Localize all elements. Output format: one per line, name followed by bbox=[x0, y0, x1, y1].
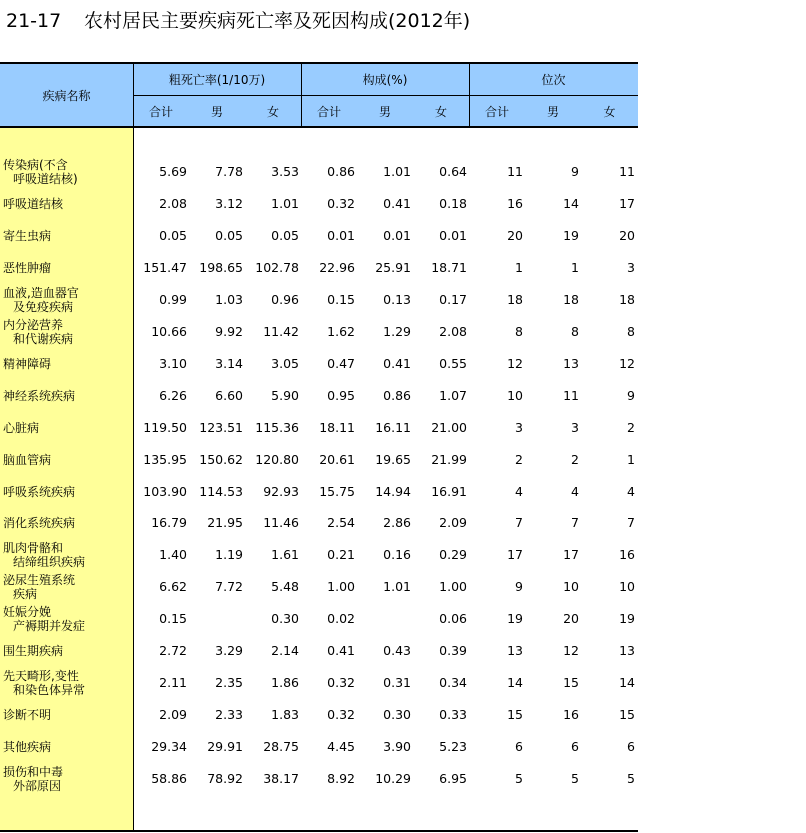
value-cell: 5 bbox=[515, 771, 523, 787]
value-cell: 14 bbox=[563, 195, 579, 211]
value-cell: 20 bbox=[563, 611, 579, 627]
value-cell: 0.32 bbox=[327, 675, 355, 691]
disease-name-cell bbox=[3, 731, 133, 763]
value-cell: 10.66 bbox=[151, 323, 187, 339]
subheader-cell: 男 bbox=[378, 104, 391, 119]
value-cell: 18 bbox=[563, 291, 579, 307]
value-cell: 7 bbox=[627, 515, 635, 531]
header-group-rank: 位次 bbox=[541, 73, 566, 87]
disease-name-line: 脑血管病 bbox=[3, 452, 52, 467]
disease-name-line: 寄生虫病 bbox=[3, 228, 52, 243]
table-row bbox=[0, 476, 638, 508]
value-cell: 0.29 bbox=[439, 547, 467, 563]
value-cell: 17 bbox=[563, 547, 579, 563]
value-cell: 3.10 bbox=[159, 355, 187, 371]
disease-name-cell bbox=[3, 188, 133, 220]
value-cell: 1.29 bbox=[383, 323, 411, 339]
value-cell: 4 bbox=[515, 483, 523, 499]
value-cell: 2.08 bbox=[159, 195, 187, 211]
value-cell: 0.18 bbox=[439, 195, 467, 211]
disease-name-cell bbox=[3, 571, 133, 603]
value-cell: 11 bbox=[563, 387, 579, 403]
value-cell: 0.15 bbox=[159, 611, 187, 627]
table-row bbox=[0, 444, 638, 476]
value-cell: 0.17 bbox=[439, 291, 467, 307]
table-bottom-border bbox=[0, 830, 638, 832]
value-cell: 16.91 bbox=[431, 483, 467, 499]
value-cell: 2.72 bbox=[159, 643, 187, 659]
value-cell: 3.90 bbox=[383, 739, 411, 755]
value-cell: 92.93 bbox=[263, 483, 299, 499]
value-cell: 8 bbox=[571, 323, 579, 339]
value-cell: 0.31 bbox=[383, 675, 411, 691]
value-cell: 9.92 bbox=[215, 323, 243, 339]
value-cell: 8.92 bbox=[327, 771, 355, 787]
value-cell: 10 bbox=[507, 387, 523, 403]
value-cell: 6.62 bbox=[159, 579, 187, 595]
value-cell: 0.41 bbox=[327, 643, 355, 659]
value-cell: 7.78 bbox=[215, 164, 243, 179]
value-cell: 0.30 bbox=[383, 707, 411, 723]
disease-name-line: 疾病 bbox=[13, 587, 38, 602]
table-row bbox=[0, 763, 638, 795]
value-cell: 10.29 bbox=[375, 771, 411, 787]
value-cell: 6 bbox=[571, 739, 579, 755]
value-cell: 0.01 bbox=[439, 227, 467, 243]
value-cell: 10 bbox=[563, 579, 579, 595]
table-row bbox=[0, 507, 638, 539]
table-row bbox=[0, 188, 638, 220]
value-cell: 1.00 bbox=[439, 579, 467, 595]
disease-name-line: 诊断不明 bbox=[3, 708, 52, 723]
value-cell: 14 bbox=[619, 675, 635, 691]
value-cell: 19 bbox=[563, 227, 579, 243]
value-cell: 21.95 bbox=[207, 515, 243, 531]
value-cell: 1.62 bbox=[327, 323, 355, 339]
value-cell: 14 bbox=[507, 675, 523, 691]
disease-name-line: 呼吸系统疾病 bbox=[3, 484, 76, 499]
value-cell: 1 bbox=[571, 259, 579, 275]
subheader-cell: 女 bbox=[434, 104, 447, 119]
table-row bbox=[0, 635, 638, 667]
value-cell: 11.42 bbox=[263, 323, 299, 339]
value-cell: 0.15 bbox=[327, 291, 355, 307]
disease-name-cell bbox=[3, 284, 133, 316]
value-cell: 20 bbox=[507, 227, 523, 243]
value-cell: 38.17 bbox=[263, 771, 299, 787]
value-cell: 21.99 bbox=[431, 451, 467, 467]
value-cell: 58.86 bbox=[151, 771, 187, 787]
value-cell: 0.32 bbox=[327, 707, 355, 723]
disease-name-line: 消化系统疾病 bbox=[3, 516, 76, 531]
value-cell: 16.79 bbox=[151, 515, 187, 531]
value-cell: 0.95 bbox=[327, 387, 355, 403]
value-cell: 2.09 bbox=[439, 515, 467, 531]
value-cell: 119.50 bbox=[143, 419, 187, 435]
disease-name-cell bbox=[3, 316, 133, 348]
value-cell bbox=[355, 603, 411, 635]
value-cell: 19.65 bbox=[375, 451, 411, 467]
value-cell: 0.13 bbox=[383, 291, 411, 307]
table-row bbox=[0, 380, 638, 412]
value-cell: 0.39 bbox=[439, 643, 467, 659]
value-cell: 21.00 bbox=[431, 419, 467, 435]
column-divider bbox=[469, 62, 470, 128]
value-cell: 29.91 bbox=[207, 739, 243, 755]
value-cell: 2.11 bbox=[159, 675, 187, 691]
value-cell: 2.86 bbox=[383, 515, 411, 531]
value-cell: 14.94 bbox=[375, 483, 411, 499]
value-cell: 6 bbox=[627, 739, 635, 755]
value-cell: 0.34 bbox=[439, 675, 467, 691]
table-row bbox=[0, 731, 638, 763]
value-cell: 18 bbox=[507, 291, 523, 307]
table-row bbox=[0, 603, 638, 635]
value-cell: 0.96 bbox=[271, 291, 299, 307]
value-cell: 18 bbox=[619, 291, 635, 307]
value-cell: 123.51 bbox=[199, 419, 243, 435]
value-cell: 20 bbox=[619, 227, 635, 243]
value-cell: 5.69 bbox=[159, 164, 187, 179]
value-cell: 1.01 bbox=[383, 579, 411, 595]
value-cell: 6 bbox=[515, 739, 523, 755]
disease-name-line: 和染色体异常 bbox=[13, 683, 86, 698]
value-cell: 16 bbox=[619, 547, 635, 563]
value-cell: 15 bbox=[563, 675, 579, 691]
value-cell: 3.53 bbox=[271, 164, 299, 179]
value-cell: 19 bbox=[507, 611, 523, 627]
disease-name-cell bbox=[3, 507, 133, 539]
value-cell: 16.11 bbox=[375, 419, 411, 435]
disease-name-line: 外部原因 bbox=[13, 779, 62, 794]
value-cell: 9 bbox=[515, 579, 523, 595]
disease-name-cell bbox=[3, 444, 133, 476]
value-cell: 0.86 bbox=[327, 164, 355, 179]
subheader-cell: 合计 bbox=[484, 104, 509, 119]
value-cell: 0.33 bbox=[439, 707, 467, 723]
value-cell: 135.95 bbox=[143, 451, 187, 467]
value-cell: 0.99 bbox=[159, 291, 187, 307]
subheader-cell: 女 bbox=[603, 104, 616, 119]
table-row bbox=[0, 699, 638, 731]
value-cell: 3 bbox=[571, 419, 579, 435]
value-cell: 13 bbox=[507, 643, 523, 659]
value-cell: 4.45 bbox=[327, 739, 355, 755]
page-title bbox=[6, 6, 470, 33]
value-cell: 0.01 bbox=[327, 227, 355, 243]
value-cell: 8 bbox=[627, 323, 635, 339]
value-cell: 0.30 bbox=[271, 611, 299, 627]
value-cell: 5 bbox=[627, 771, 635, 787]
disease-name-cell bbox=[3, 699, 133, 731]
value-cell: 7 bbox=[571, 515, 579, 531]
column-divider bbox=[301, 62, 302, 128]
value-cell: 1.01 bbox=[383, 164, 411, 179]
value-cell: 1.03 bbox=[215, 291, 243, 307]
disease-name-line: 神经系统疾病 bbox=[3, 388, 76, 403]
table-row bbox=[0, 539, 638, 571]
value-cell: 12 bbox=[619, 355, 635, 371]
disease-name-line: 产褥期并发症 bbox=[13, 619, 86, 634]
disease-name-line: 呼吸道结核 bbox=[3, 196, 64, 211]
value-cell: 10 bbox=[619, 579, 635, 595]
value-cell: 7.72 bbox=[215, 579, 243, 595]
value-cell: 25.91 bbox=[375, 259, 411, 275]
header-group-mortality: 粗死亡率(1/10万) bbox=[168, 73, 266, 87]
value-cell: 0.05 bbox=[271, 227, 299, 243]
value-cell: 28.75 bbox=[263, 739, 299, 755]
disease-name-cell bbox=[3, 348, 133, 380]
disease-name-line: 肌肉骨骼和 bbox=[3, 541, 64, 556]
value-cell: 102.78 bbox=[255, 259, 299, 275]
value-cell: 6.95 bbox=[439, 771, 467, 787]
disease-name-cell bbox=[3, 476, 133, 508]
disease-name-line: 先天畸形,变性 bbox=[3, 669, 79, 684]
value-cell: 9 bbox=[627, 387, 635, 403]
value-cell: 20.61 bbox=[319, 451, 355, 467]
value-cell: 0.21 bbox=[327, 547, 355, 563]
value-cell: 2 bbox=[627, 419, 635, 435]
value-cell: 103.90 bbox=[143, 483, 187, 499]
value-cell: 2.14 bbox=[271, 643, 299, 659]
subheader-cell: 合计 bbox=[316, 104, 341, 119]
value-cell: 2 bbox=[571, 451, 579, 467]
value-cell: 1.40 bbox=[159, 547, 187, 563]
value-cell: 6.60 bbox=[215, 387, 243, 403]
value-cell: 1.01 bbox=[271, 195, 299, 211]
value-cell: 9 bbox=[571, 164, 579, 179]
value-cell: 2.33 bbox=[215, 707, 243, 723]
value-cell: 29.34 bbox=[151, 739, 187, 755]
value-cell: 1 bbox=[627, 451, 635, 467]
table-row bbox=[0, 667, 638, 699]
value-cell: 2.08 bbox=[439, 323, 467, 339]
value-cell: 4 bbox=[571, 483, 579, 499]
disease-name-line: 恶性肿瘤 bbox=[3, 260, 52, 275]
value-cell: 0.16 bbox=[383, 547, 411, 563]
value-cell: 0.64 bbox=[439, 164, 467, 179]
disease-name-line: 结缔组织疾病 bbox=[13, 555, 86, 570]
value-cell: 15 bbox=[619, 707, 635, 723]
table-row bbox=[0, 220, 638, 252]
value-cell: 15.75 bbox=[319, 483, 355, 499]
disease-name-line: 内分泌营养 bbox=[3, 317, 64, 332]
value-cell: 115.36 bbox=[255, 419, 299, 435]
value-cell: 4 bbox=[627, 483, 635, 499]
subheader-cell: 男 bbox=[546, 104, 559, 119]
value-cell: 0.41 bbox=[383, 195, 411, 211]
value-cell: 11 bbox=[619, 164, 635, 179]
header-disease-name: 疾病名称 bbox=[42, 88, 91, 103]
disease-name-cell bbox=[3, 220, 133, 252]
disease-name-line: 及免疫疾病 bbox=[13, 299, 74, 314]
disease-name-cell bbox=[3, 412, 133, 444]
disease-name-line: 血液,造血器官 bbox=[3, 285, 79, 300]
value-cell: 1.61 bbox=[271, 547, 299, 563]
value-cell: 198.65 bbox=[199, 259, 243, 275]
disease-name-line: 精神障碍 bbox=[3, 356, 52, 371]
disease-name-line: 呼吸道结核) bbox=[13, 172, 78, 186]
disease-name-cell bbox=[3, 252, 133, 284]
value-cell: 13 bbox=[563, 355, 579, 371]
value-cell: 1.00 bbox=[327, 579, 355, 595]
value-cell: 0.43 bbox=[383, 643, 411, 659]
table-row bbox=[0, 571, 638, 603]
disease-name-cell bbox=[3, 156, 133, 188]
table-row bbox=[0, 348, 638, 380]
value-cell: 13 bbox=[619, 643, 635, 659]
value-cell: 3.29 bbox=[215, 643, 243, 659]
value-cell: 3 bbox=[627, 259, 635, 275]
value-cell: 2.09 bbox=[159, 707, 187, 723]
value-cell: 0.55 bbox=[439, 355, 467, 371]
disease-name-line: 损伤和中毒 bbox=[3, 765, 64, 780]
table-row bbox=[0, 156, 638, 188]
value-cell: 15 bbox=[507, 707, 523, 723]
value-cell: 11.46 bbox=[263, 515, 299, 531]
value-cell: 5 bbox=[571, 771, 579, 787]
value-cell: 78.92 bbox=[207, 771, 243, 787]
subheader-cell: 合计 bbox=[148, 104, 173, 119]
value-cell: 1 bbox=[515, 259, 523, 275]
disease-name-cell bbox=[3, 539, 133, 571]
value-cell: 0.01 bbox=[383, 227, 411, 243]
value-cell: 3.14 bbox=[215, 355, 243, 371]
disease-name-line: 和代谢疾病 bbox=[13, 331, 74, 346]
value-cell: 0.86 bbox=[383, 387, 411, 403]
value-cell: 8 bbox=[515, 323, 523, 339]
value-cell: 3 bbox=[515, 419, 523, 435]
value-cell: 1.86 bbox=[271, 675, 299, 691]
value-cell: 0.41 bbox=[383, 355, 411, 371]
disease-name-line: 心脏病 bbox=[3, 420, 40, 435]
disease-name-line: 围生期疾病 bbox=[3, 644, 64, 659]
value-cell: 11 bbox=[507, 164, 523, 179]
value-cell: 5.23 bbox=[439, 739, 467, 755]
table-row bbox=[0, 284, 638, 316]
disease-name-cell bbox=[3, 603, 133, 635]
value-cell: 1.83 bbox=[271, 707, 299, 723]
value-cell: 5.90 bbox=[271, 387, 299, 403]
header-divider bbox=[133, 95, 638, 96]
subheader-cell: 男 bbox=[210, 104, 223, 119]
value-cell: 150.62 bbox=[199, 451, 243, 467]
table-title-text: 农村居民主要疾病死亡率及死因构成(2012年) bbox=[84, 10, 471, 32]
value-cell: 5.48 bbox=[271, 579, 299, 595]
value-cell: 18.11 bbox=[319, 419, 355, 435]
value-cell: 0.06 bbox=[439, 611, 467, 627]
value-cell: 12 bbox=[563, 643, 579, 659]
subheader-cell: 女 bbox=[266, 104, 279, 119]
value-cell: 3.05 bbox=[271, 355, 299, 371]
value-cell: 16 bbox=[507, 195, 523, 211]
value-cell: 114.53 bbox=[199, 483, 243, 499]
disease-name-cell bbox=[3, 380, 133, 412]
value-cell: 2.35 bbox=[215, 675, 243, 691]
value-cell: 0.02 bbox=[327, 611, 355, 627]
value-cell: 7 bbox=[515, 515, 523, 531]
value-cell: 3.12 bbox=[215, 195, 243, 211]
disease-name-line: 传染病(不含 bbox=[3, 158, 68, 172]
value-cell: 17 bbox=[619, 195, 635, 211]
value-cell: 2 bbox=[515, 451, 523, 467]
value-cell: 19 bbox=[619, 611, 635, 627]
value-cell: 17 bbox=[507, 547, 523, 563]
value-cell: 0.47 bbox=[327, 355, 355, 371]
value-cell: 16 bbox=[563, 707, 579, 723]
table-row bbox=[0, 412, 638, 444]
disease-name-cell bbox=[3, 667, 133, 699]
disease-name-line: 泌尿生殖系统 bbox=[3, 573, 76, 588]
value-cell: 18.71 bbox=[431, 259, 467, 275]
value-cell: 12 bbox=[507, 355, 523, 371]
table-number: 21-17 bbox=[6, 10, 62, 32]
value-cell: 2.54 bbox=[327, 515, 355, 531]
disease-name-cell bbox=[3, 635, 133, 667]
value-cell: 1.07 bbox=[439, 387, 467, 403]
value-cell: 6.26 bbox=[159, 387, 187, 403]
value-cell: 0.32 bbox=[327, 195, 355, 211]
value-cell: 22.96 bbox=[319, 259, 355, 275]
disease-name-line: 其他疾病 bbox=[3, 740, 52, 755]
value-cell: 0.05 bbox=[159, 227, 187, 243]
disease-name-cell bbox=[3, 763, 133, 795]
header-group-composition: 构成(%) bbox=[362, 73, 408, 87]
table-row bbox=[0, 316, 638, 348]
value-cell: 120.80 bbox=[255, 451, 299, 467]
value-cell: 0.05 bbox=[215, 227, 243, 243]
table-row bbox=[0, 252, 638, 284]
disease-name-line: 妊娠分娩 bbox=[3, 605, 52, 620]
value-cell: 151.47 bbox=[143, 259, 187, 275]
value-cell bbox=[187, 603, 243, 635]
value-cell: 1.19 bbox=[215, 547, 243, 563]
